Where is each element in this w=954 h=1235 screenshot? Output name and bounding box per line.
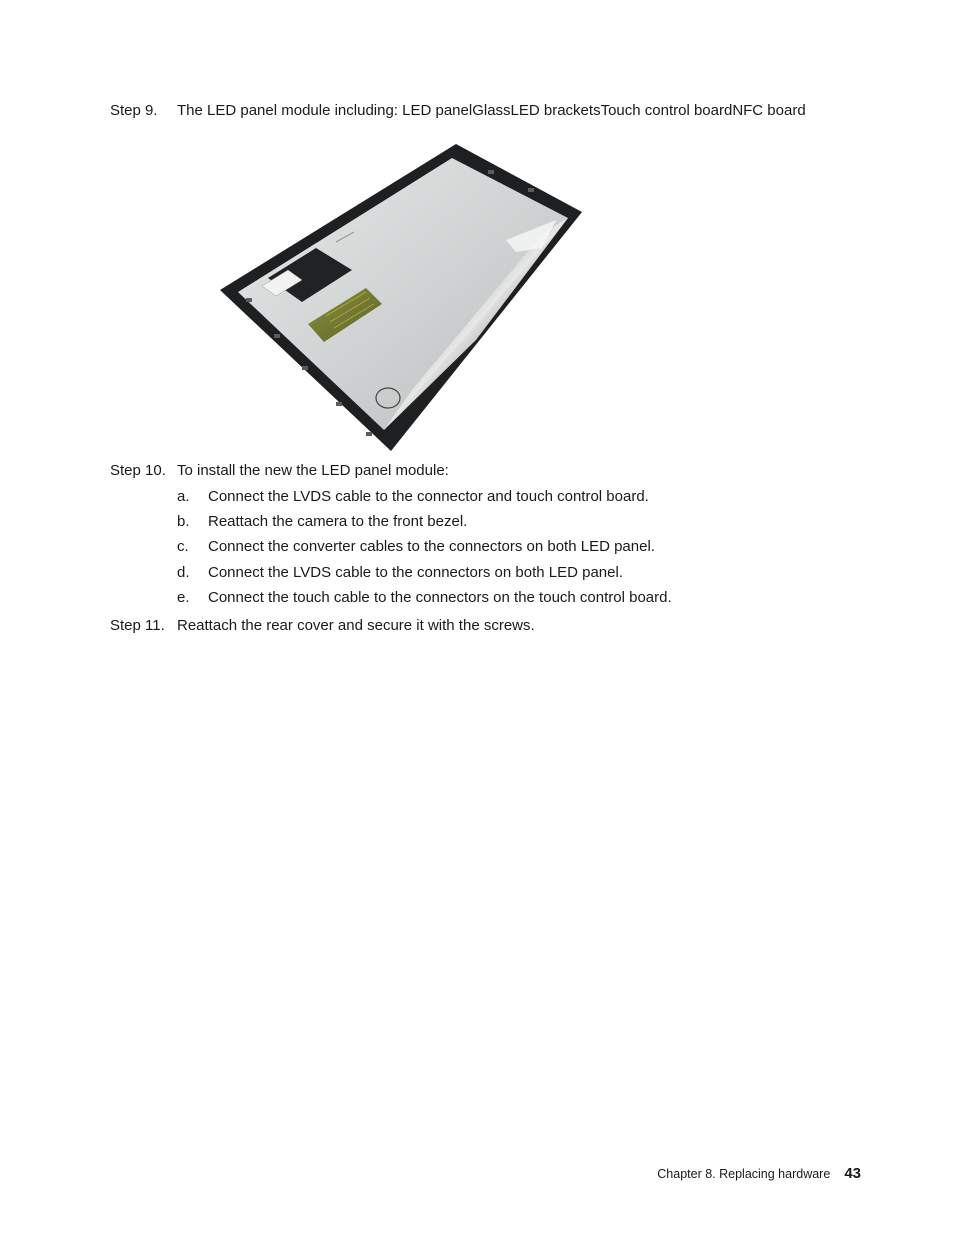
step-text: The LED panel module including: LED panelGlassLED bracketsTouch control boardNFC board: [177, 102, 806, 119]
step-text: Reattach the rear cover and secure it with the screws.: [177, 617, 535, 634]
list-item-letter: b.: [177, 513, 190, 530]
page-number: 43: [844, 1165, 861, 1183]
chapter-title: Chapter 8. Replacing hardware: [657, 1167, 831, 1182]
step-10: [110, 461, 449, 481]
list-item-text: Connect the LVDS cable to the connector and touch control board.: [208, 488, 649, 505]
list-item: [177, 537, 655, 557]
list-item-text: Reattach the camera to the front bezel.: [208, 513, 468, 530]
step-11: [110, 616, 535, 636]
step-number: Step 10.: [110, 462, 166, 479]
list-item-text: Connect the converter cables to the connectors on both LED panel.: [208, 538, 655, 555]
step-9: [110, 101, 806, 121]
list-item-letter: a.: [177, 488, 190, 505]
list-item: [177, 588, 672, 608]
list-item-letter: d.: [177, 564, 190, 581]
led-panel-module-photo: [176, 140, 642, 452]
list-item: [177, 563, 623, 583]
list-item-text: Connect the touch cable to the connectors on the touch control board.: [208, 589, 672, 606]
list-item-text: Connect the LVDS cable to the connectors on both LED panel.: [208, 564, 623, 581]
step-number: Step 11.: [110, 617, 165, 634]
list-item: [177, 487, 649, 507]
page-footer: [657, 1164, 861, 1184]
list-item-letter: c.: [177, 538, 189, 555]
list-item: [177, 512, 467, 532]
step-text: To install the new the LED panel module:: [177, 462, 449, 479]
list-item-letter: e.: [177, 589, 190, 606]
step-number: Step 9.: [110, 102, 158, 119]
